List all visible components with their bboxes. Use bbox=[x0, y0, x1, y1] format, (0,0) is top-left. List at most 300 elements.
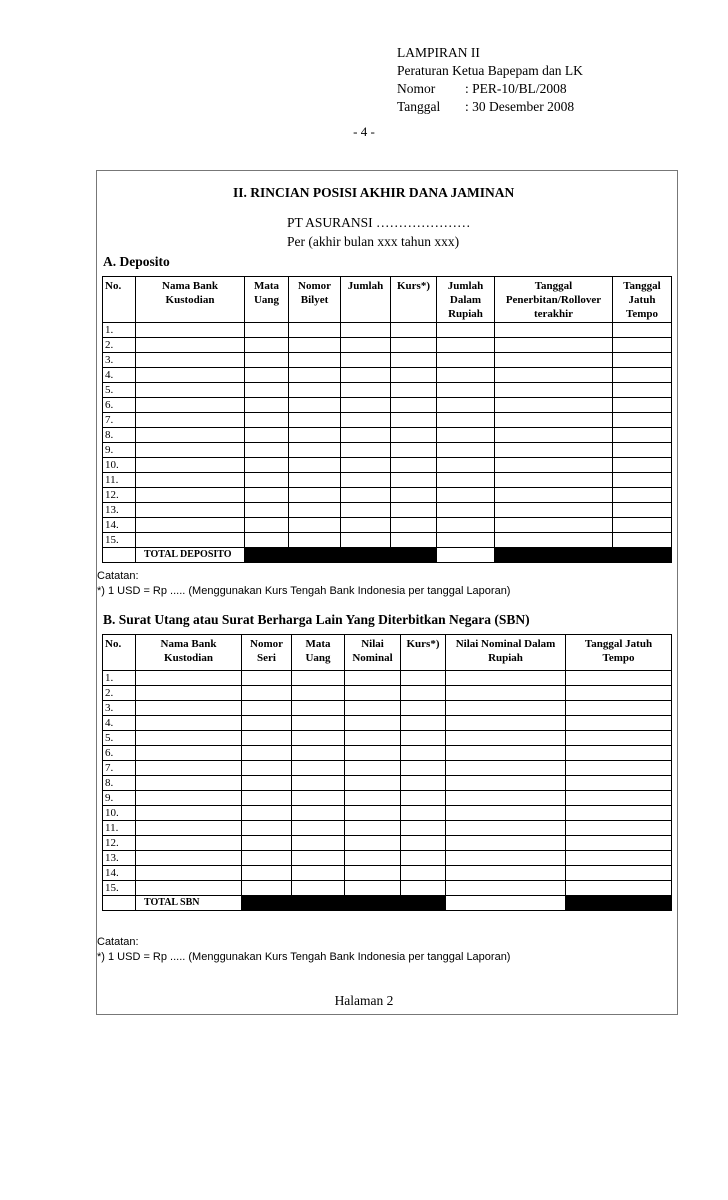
table-cell bbox=[613, 518, 672, 533]
table-cell bbox=[613, 443, 672, 458]
table-cell bbox=[391, 428, 437, 443]
table-row bbox=[103, 761, 672, 776]
table-cell bbox=[495, 443, 613, 458]
table-cell bbox=[401, 806, 446, 821]
table-cell bbox=[245, 413, 289, 428]
row-number: 2. bbox=[103, 686, 136, 701]
row-number: 11. bbox=[103, 821, 136, 836]
table-cell bbox=[345, 686, 401, 701]
table-row bbox=[103, 338, 672, 353]
col-header: No. bbox=[103, 277, 136, 323]
report-period: Per (akhir bulan xxx tahun xxx) bbox=[287, 234, 460, 249]
table-row bbox=[103, 686, 672, 701]
table-cell bbox=[495, 503, 613, 518]
table-cell bbox=[446, 851, 566, 866]
total-row bbox=[103, 548, 672, 563]
row-number: 8. bbox=[103, 428, 136, 443]
table-cell bbox=[245, 503, 289, 518]
table-cell bbox=[136, 671, 242, 686]
table-cell bbox=[401, 701, 446, 716]
table-cell bbox=[341, 518, 391, 533]
table-cell bbox=[245, 383, 289, 398]
table-cell bbox=[341, 368, 391, 383]
table-cell bbox=[136, 761, 242, 776]
table-cell bbox=[341, 503, 391, 518]
table-cell bbox=[136, 806, 242, 821]
table-cell bbox=[345, 836, 401, 851]
note-label: Catatan: bbox=[97, 936, 139, 948]
row-number: 9. bbox=[103, 791, 136, 806]
table-cell bbox=[289, 323, 341, 338]
table-cell bbox=[136, 323, 245, 338]
table-cell bbox=[242, 821, 292, 836]
table-cell bbox=[292, 686, 345, 701]
section-b-note bbox=[97, 935, 510, 965]
table-cell bbox=[289, 488, 341, 503]
table-cell bbox=[566, 791, 672, 806]
table-cell bbox=[289, 413, 341, 428]
table-cell bbox=[103, 896, 136, 911]
table-cell bbox=[292, 671, 345, 686]
company-name: PT ASURANSI ………………… bbox=[287, 215, 471, 230]
row-number: 5. bbox=[103, 383, 136, 398]
table-row bbox=[103, 398, 672, 413]
table-cell bbox=[495, 398, 613, 413]
table-cell bbox=[495, 458, 613, 473]
table-cell bbox=[446, 716, 566, 731]
table-cell bbox=[242, 806, 292, 821]
table-cell bbox=[437, 458, 495, 473]
shaded-cell bbox=[345, 896, 401, 911]
table-cell bbox=[136, 443, 245, 458]
table-cell bbox=[242, 836, 292, 851]
section-a-title: A. Deposito bbox=[103, 254, 170, 269]
table-cell bbox=[136, 881, 242, 896]
table-row bbox=[103, 701, 672, 716]
deposito-table bbox=[102, 276, 672, 563]
table-cell bbox=[242, 701, 292, 716]
shaded-cell bbox=[566, 896, 672, 911]
table-cell bbox=[136, 533, 245, 548]
table-cell bbox=[391, 323, 437, 338]
table-cell bbox=[495, 518, 613, 533]
table-cell bbox=[136, 368, 245, 383]
table-cell bbox=[437, 443, 495, 458]
col-header: Mata Uang bbox=[292, 635, 345, 671]
table-row bbox=[103, 518, 672, 533]
deposito-header-row bbox=[103, 277, 672, 323]
row-number: 7. bbox=[103, 413, 136, 428]
table-cell bbox=[437, 428, 495, 443]
table-cell bbox=[289, 398, 341, 413]
table-row bbox=[103, 428, 672, 443]
table-cell bbox=[437, 368, 495, 383]
table-cell bbox=[245, 473, 289, 488]
col-header: Nomor Seri bbox=[242, 635, 292, 671]
table-cell bbox=[345, 776, 401, 791]
table-row bbox=[103, 383, 672, 398]
table-cell bbox=[245, 353, 289, 368]
section-a-note bbox=[97, 569, 510, 599]
row-number: 7. bbox=[103, 761, 136, 776]
table-cell bbox=[245, 323, 289, 338]
table-cell bbox=[292, 761, 345, 776]
table-cell bbox=[341, 323, 391, 338]
table-cell bbox=[292, 791, 345, 806]
note-text: *) 1 USD = Rp ..... (Menggunakan Kurs Tengah Bank Indonesia per tanggal Laporan) bbox=[97, 585, 511, 597]
table-cell bbox=[437, 353, 495, 368]
table-cell bbox=[136, 383, 245, 398]
table-cell bbox=[437, 398, 495, 413]
table-cell bbox=[495, 353, 613, 368]
table-cell bbox=[566, 761, 672, 776]
table-cell bbox=[345, 746, 401, 761]
table-cell bbox=[136, 791, 242, 806]
table-cell bbox=[613, 488, 672, 503]
col-header: Jumlah bbox=[341, 277, 391, 323]
table-cell bbox=[242, 851, 292, 866]
table-cell bbox=[391, 368, 437, 383]
table-cell bbox=[136, 686, 242, 701]
shaded-cell bbox=[242, 896, 292, 911]
table-cell bbox=[566, 881, 672, 896]
table-cell bbox=[446, 731, 566, 746]
table-cell bbox=[289, 383, 341, 398]
table-row bbox=[103, 731, 672, 746]
table-cell bbox=[341, 398, 391, 413]
total-label: TOTAL DEPOSITO bbox=[136, 548, 245, 563]
table-cell bbox=[613, 473, 672, 488]
total-value-cell bbox=[446, 896, 566, 911]
table-cell bbox=[136, 716, 242, 731]
table-cell bbox=[245, 428, 289, 443]
table-cell bbox=[136, 776, 242, 791]
table-cell bbox=[401, 731, 446, 746]
shaded-cell bbox=[245, 548, 289, 563]
table-cell bbox=[345, 806, 401, 821]
table-row bbox=[103, 443, 672, 458]
table-row bbox=[103, 368, 672, 383]
table-cell bbox=[341, 473, 391, 488]
table-cell bbox=[341, 428, 391, 443]
shaded-cell bbox=[401, 896, 446, 911]
note-label: Catatan: bbox=[97, 570, 139, 582]
row-number: 10. bbox=[103, 806, 136, 821]
table-cell bbox=[345, 761, 401, 776]
table-cell bbox=[245, 533, 289, 548]
table-cell bbox=[613, 428, 672, 443]
row-number: 8. bbox=[103, 776, 136, 791]
table-cell bbox=[446, 866, 566, 881]
row-number: 4. bbox=[103, 716, 136, 731]
table-cell bbox=[242, 776, 292, 791]
table-cell bbox=[437, 533, 495, 548]
table-cell bbox=[566, 746, 672, 761]
table-cell bbox=[391, 353, 437, 368]
col-header: Kurs*) bbox=[391, 277, 437, 323]
table-cell bbox=[613, 458, 672, 473]
table-cell bbox=[437, 503, 495, 518]
table-cell bbox=[136, 398, 245, 413]
table-cell bbox=[245, 368, 289, 383]
table-cell bbox=[401, 866, 446, 881]
table-cell bbox=[391, 533, 437, 548]
table-row bbox=[103, 776, 672, 791]
nomor-value: : PER-10/BL/2008 bbox=[465, 81, 567, 96]
row-number: 3. bbox=[103, 701, 136, 716]
table-row bbox=[103, 806, 672, 821]
table-cell bbox=[613, 368, 672, 383]
table-cell bbox=[495, 383, 613, 398]
table-cell bbox=[566, 731, 672, 746]
shaded-cell bbox=[495, 548, 613, 563]
table-cell bbox=[289, 443, 341, 458]
row-number: 13. bbox=[103, 503, 136, 518]
row-number: 9. bbox=[103, 443, 136, 458]
table-cell bbox=[446, 761, 566, 776]
table-cell bbox=[136, 353, 245, 368]
table-cell bbox=[245, 458, 289, 473]
table-cell bbox=[345, 866, 401, 881]
table-cell bbox=[136, 701, 242, 716]
table-cell bbox=[136, 503, 245, 518]
table-cell bbox=[345, 671, 401, 686]
table-cell bbox=[446, 701, 566, 716]
table-cell bbox=[345, 851, 401, 866]
table-cell bbox=[437, 323, 495, 338]
table-cell bbox=[566, 686, 672, 701]
table-cell bbox=[401, 791, 446, 806]
row-number: 15. bbox=[103, 533, 136, 548]
table-cell bbox=[136, 338, 245, 353]
row-number: 14. bbox=[103, 518, 136, 533]
table-row bbox=[103, 716, 672, 731]
shaded-cell bbox=[292, 896, 345, 911]
table-row bbox=[103, 458, 672, 473]
table-cell bbox=[136, 866, 242, 881]
table-cell bbox=[289, 353, 341, 368]
table-cell bbox=[446, 806, 566, 821]
table-cell bbox=[242, 866, 292, 881]
table-cell bbox=[341, 488, 391, 503]
table-row bbox=[103, 323, 672, 338]
table-cell bbox=[103, 548, 136, 563]
table-cell bbox=[566, 866, 672, 881]
table-cell bbox=[289, 428, 341, 443]
col-header: Mata Uang bbox=[245, 277, 289, 323]
table-cell bbox=[401, 671, 446, 686]
table-cell bbox=[566, 851, 672, 866]
table-cell bbox=[136, 428, 245, 443]
table-cell bbox=[401, 881, 446, 896]
row-number: 3. bbox=[103, 353, 136, 368]
table-cell bbox=[292, 806, 345, 821]
table-cell bbox=[289, 338, 341, 353]
table-cell bbox=[292, 701, 345, 716]
header-peraturan: Peraturan Ketua Bapepam dan LK bbox=[397, 63, 583, 78]
table-cell bbox=[341, 338, 391, 353]
row-number: 10. bbox=[103, 458, 136, 473]
document-header bbox=[397, 44, 583, 116]
table-row bbox=[103, 851, 672, 866]
table-cell bbox=[401, 776, 446, 791]
table-row bbox=[103, 413, 672, 428]
table-cell bbox=[292, 716, 345, 731]
table-cell bbox=[292, 731, 345, 746]
table-cell bbox=[613, 398, 672, 413]
nomor-label: Nomor bbox=[397, 81, 436, 96]
table-cell bbox=[437, 413, 495, 428]
page-number: - 4 - bbox=[353, 124, 375, 139]
col-header: Nama Bank Kustodian bbox=[136, 277, 245, 323]
table-cell bbox=[345, 731, 401, 746]
table-cell bbox=[292, 881, 345, 896]
table-cell bbox=[391, 413, 437, 428]
table-cell bbox=[613, 413, 672, 428]
row-number: 14. bbox=[103, 866, 136, 881]
table-cell bbox=[242, 716, 292, 731]
table-row bbox=[103, 353, 672, 368]
table-cell bbox=[292, 776, 345, 791]
row-number: 5. bbox=[103, 731, 136, 746]
col-header: Kurs*) bbox=[401, 635, 446, 671]
table-cell bbox=[446, 791, 566, 806]
header-lampiran: LAMPIRAN II bbox=[397, 45, 480, 60]
table-cell bbox=[242, 791, 292, 806]
table-cell bbox=[292, 821, 345, 836]
table-cell bbox=[245, 518, 289, 533]
table-cell bbox=[391, 443, 437, 458]
table-cell bbox=[613, 533, 672, 548]
main-title: II. RINCIAN POSISI AKHIR DANA JAMINAN bbox=[233, 185, 515, 200]
table-cell bbox=[391, 473, 437, 488]
row-number: 1. bbox=[103, 671, 136, 686]
table-cell bbox=[242, 881, 292, 896]
table-cell bbox=[437, 473, 495, 488]
note-text: *) 1 USD = Rp ..... (Menggunakan Kurs Tengah Bank Indonesia per tanggal Laporan) bbox=[97, 951, 511, 963]
col-header: Tanggal Penerbitan/Rollover terakhir bbox=[495, 277, 613, 323]
table-cell bbox=[446, 776, 566, 791]
shaded-cell bbox=[289, 548, 341, 563]
table-cell bbox=[613, 383, 672, 398]
table-cell bbox=[391, 518, 437, 533]
table-cell bbox=[613, 323, 672, 338]
table-cell bbox=[566, 776, 672, 791]
shaded-cell bbox=[341, 548, 391, 563]
table-cell bbox=[446, 686, 566, 701]
table-row bbox=[103, 503, 672, 518]
table-cell bbox=[437, 383, 495, 398]
table-cell bbox=[341, 413, 391, 428]
col-header: Tanggal Jatuh Tempo bbox=[566, 635, 672, 671]
table-cell bbox=[341, 443, 391, 458]
row-number: 6. bbox=[103, 746, 136, 761]
table-cell bbox=[437, 518, 495, 533]
row-number: 4. bbox=[103, 368, 136, 383]
table-cell bbox=[136, 851, 242, 866]
page-footer: Halaman 2 bbox=[334, 993, 394, 1008]
table-cell bbox=[289, 458, 341, 473]
table-cell bbox=[495, 428, 613, 443]
col-header: Nilai Nominal bbox=[345, 635, 401, 671]
total-value-cell bbox=[437, 548, 495, 563]
table-cell bbox=[136, 821, 242, 836]
table-cell bbox=[242, 746, 292, 761]
table-cell bbox=[136, 458, 245, 473]
table-row bbox=[103, 533, 672, 548]
table-cell bbox=[401, 851, 446, 866]
table-cell bbox=[495, 338, 613, 353]
table-cell bbox=[289, 473, 341, 488]
header-nomor bbox=[397, 80, 583, 98]
table-row bbox=[103, 488, 672, 503]
table-row bbox=[103, 866, 672, 881]
col-header: Jumlah Dalam Rupiah bbox=[437, 277, 495, 323]
table-cell bbox=[495, 533, 613, 548]
table-cell bbox=[136, 518, 245, 533]
table-cell bbox=[345, 701, 401, 716]
table-cell bbox=[401, 821, 446, 836]
table-cell bbox=[566, 806, 672, 821]
table-cell bbox=[289, 533, 341, 548]
col-header: Nama Bank Kustodian bbox=[136, 635, 242, 671]
header-tanggal bbox=[397, 98, 583, 116]
section-b-title: B. Surat Utang atau Surat Berharga Lain Yang Diterbitkan Negara (SBN) bbox=[103, 612, 530, 627]
table-cell bbox=[391, 503, 437, 518]
table-row bbox=[103, 821, 672, 836]
table-cell bbox=[437, 338, 495, 353]
table-row bbox=[103, 746, 672, 761]
table-cell bbox=[289, 503, 341, 518]
table-row bbox=[103, 881, 672, 896]
col-header: Tanggal Jatuh Tempo bbox=[613, 277, 672, 323]
table-cell bbox=[136, 413, 245, 428]
sbn-header-row bbox=[103, 635, 672, 671]
table-cell bbox=[345, 881, 401, 896]
table-row bbox=[103, 836, 672, 851]
table-cell bbox=[345, 791, 401, 806]
table-cell bbox=[613, 338, 672, 353]
table-cell bbox=[495, 368, 613, 383]
col-header: No. bbox=[103, 635, 136, 671]
tanggal-label: Tanggal bbox=[397, 99, 441, 114]
table-cell bbox=[245, 338, 289, 353]
table-cell bbox=[566, 716, 672, 731]
sbn-table bbox=[102, 634, 672, 911]
table-cell bbox=[341, 458, 391, 473]
tanggal-value: : 30 Desember 2008 bbox=[465, 99, 575, 114]
table-cell bbox=[245, 488, 289, 503]
row-number: 12. bbox=[103, 488, 136, 503]
table-cell bbox=[242, 761, 292, 776]
table-cell bbox=[391, 338, 437, 353]
table-cell bbox=[566, 836, 672, 851]
table-cell bbox=[245, 398, 289, 413]
table-cell bbox=[242, 731, 292, 746]
table-cell bbox=[391, 488, 437, 503]
table-cell bbox=[446, 671, 566, 686]
table-cell bbox=[136, 836, 242, 851]
row-number: 12. bbox=[103, 836, 136, 851]
row-number: 13. bbox=[103, 851, 136, 866]
table-cell bbox=[613, 503, 672, 518]
table-cell bbox=[136, 473, 245, 488]
table-cell bbox=[136, 746, 242, 761]
table-cell bbox=[242, 671, 292, 686]
table-cell bbox=[245, 443, 289, 458]
table-cell bbox=[495, 473, 613, 488]
table-row bbox=[103, 473, 672, 488]
